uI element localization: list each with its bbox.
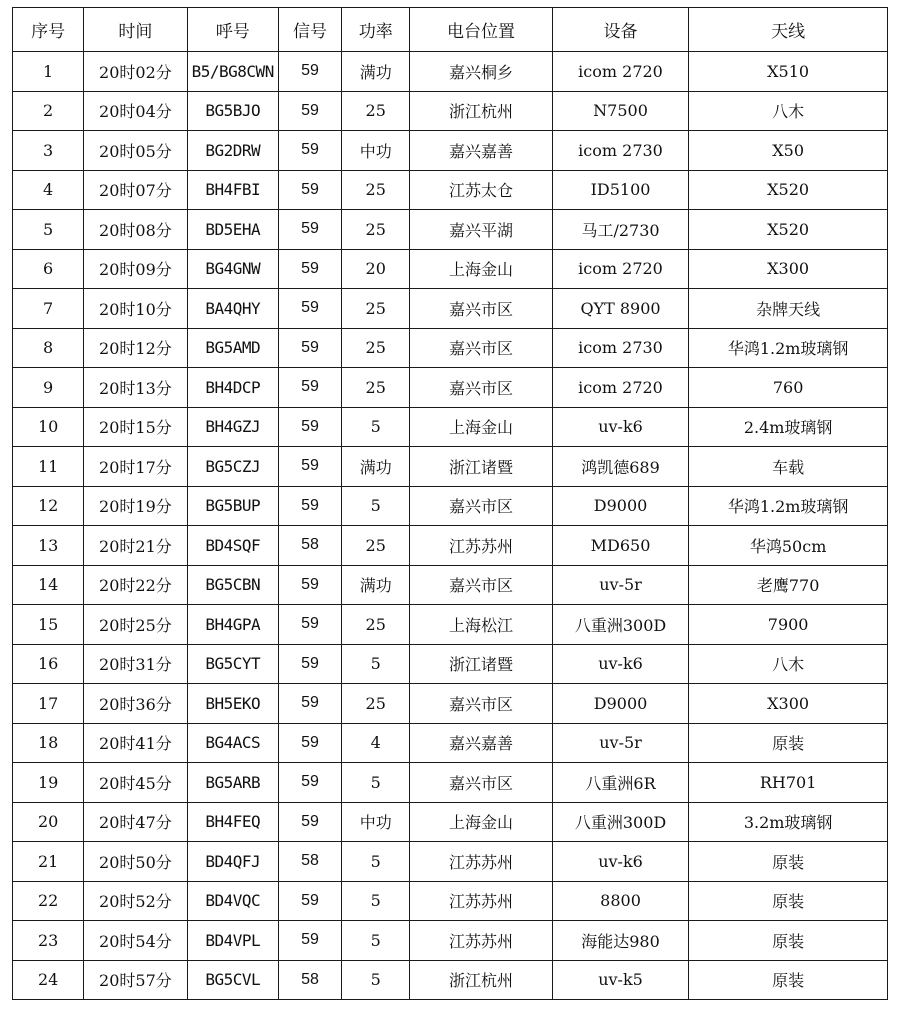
table-row bbox=[13, 881, 888, 921]
cell-no: 24 bbox=[13, 960, 84, 1000]
cell-no: 16 bbox=[13, 644, 84, 684]
cell-antenna: 2.4m玻璃钢 bbox=[689, 407, 888, 447]
table-row bbox=[13, 447, 888, 487]
cell-equipment: icom 2720 bbox=[552, 52, 688, 92]
cell-callsign: BG5CBN bbox=[187, 565, 278, 605]
cell-power: 5 bbox=[342, 842, 410, 882]
cell-equipment: uv-k6 bbox=[552, 644, 688, 684]
cell-time: 20时08分 bbox=[84, 210, 187, 250]
table-row bbox=[13, 328, 888, 368]
cell-time: 20时25分 bbox=[84, 605, 187, 645]
cell-power: 5 bbox=[342, 881, 410, 921]
cell-equipment: uv-5r bbox=[552, 723, 688, 763]
cell-location: 嘉兴市区 bbox=[410, 565, 552, 605]
cell-callsign: BH4DCP bbox=[187, 368, 278, 408]
header-power: 功率 bbox=[342, 8, 410, 52]
cell-location: 上海松江 bbox=[410, 605, 552, 645]
cell-callsign: BH4FEQ bbox=[187, 802, 278, 842]
cell-callsign: BG5AMD bbox=[187, 328, 278, 368]
cell-signal: 59 bbox=[278, 605, 341, 645]
cell-power: 25 bbox=[342, 605, 410, 645]
cell-antenna: X50 bbox=[689, 131, 888, 171]
table-row bbox=[13, 249, 888, 289]
cell-antenna: RH701 bbox=[689, 763, 888, 803]
cell-time: 20时04分 bbox=[84, 91, 187, 131]
cell-equipment: ID5100 bbox=[552, 170, 688, 210]
cell-power: 5 bbox=[342, 763, 410, 803]
cell-power: 25 bbox=[342, 526, 410, 566]
cell-time: 20时57分 bbox=[84, 960, 187, 1000]
cell-no: 1 bbox=[13, 52, 84, 92]
cell-signal: 59 bbox=[278, 131, 341, 171]
cell-antenna: 760 bbox=[689, 368, 888, 408]
cell-no: 7 bbox=[13, 289, 84, 329]
cell-antenna: 原装 bbox=[689, 960, 888, 1000]
cell-location: 嘉兴嘉善 bbox=[410, 131, 552, 171]
cell-no: 17 bbox=[13, 684, 84, 724]
cell-power: 中功 bbox=[342, 131, 410, 171]
cell-no: 4 bbox=[13, 170, 84, 210]
cell-no: 21 bbox=[13, 842, 84, 882]
cell-signal: 59 bbox=[278, 447, 341, 487]
cell-power: 5 bbox=[342, 407, 410, 447]
cell-power: 满功 bbox=[342, 447, 410, 487]
cell-callsign: BH4GPA bbox=[187, 605, 278, 645]
table-row bbox=[13, 91, 888, 131]
cell-antenna: 原装 bbox=[689, 881, 888, 921]
cell-power: 25 bbox=[342, 684, 410, 724]
cell-antenna: 华鸿1.2m玻璃钢 bbox=[689, 328, 888, 368]
cell-time: 20时09分 bbox=[84, 249, 187, 289]
cell-power: 25 bbox=[342, 328, 410, 368]
cell-power: 5 bbox=[342, 486, 410, 526]
cell-signal: 59 bbox=[278, 644, 341, 684]
cell-power: 5 bbox=[342, 644, 410, 684]
cell-location: 嘉兴市区 bbox=[410, 289, 552, 329]
cell-time: 20时47分 bbox=[84, 802, 187, 842]
cell-signal: 59 bbox=[278, 91, 341, 131]
cell-equipment: icom 2730 bbox=[552, 131, 688, 171]
cell-location: 江苏苏州 bbox=[410, 881, 552, 921]
cell-equipment: uv-k5 bbox=[552, 960, 688, 1000]
cell-time: 20时10分 bbox=[84, 289, 187, 329]
cell-equipment: D9000 bbox=[552, 486, 688, 526]
cell-antenna: 7900 bbox=[689, 605, 888, 645]
cell-equipment: uv-k6 bbox=[552, 842, 688, 882]
cell-antenna: 3.2m玻璃钢 bbox=[689, 802, 888, 842]
table-row bbox=[13, 723, 888, 763]
cell-signal: 59 bbox=[278, 723, 341, 763]
cell-power: 25 bbox=[342, 91, 410, 131]
cell-no: 23 bbox=[13, 921, 84, 961]
cell-callsign: BG2DRW bbox=[187, 131, 278, 171]
table-row bbox=[13, 605, 888, 645]
cell-no: 13 bbox=[13, 526, 84, 566]
cell-time: 20时22分 bbox=[84, 565, 187, 605]
header-callsign: 呼号 bbox=[187, 8, 278, 52]
cell-callsign: BH4FBI bbox=[187, 170, 278, 210]
cell-time: 20时52分 bbox=[84, 881, 187, 921]
cell-location: 浙江杭州 bbox=[410, 960, 552, 1000]
cell-time: 20时54分 bbox=[84, 921, 187, 961]
table-row bbox=[13, 407, 888, 447]
cell-antenna: 原装 bbox=[689, 842, 888, 882]
cell-no: 22 bbox=[13, 881, 84, 921]
cell-signal: 59 bbox=[278, 763, 341, 803]
cell-equipment: 马工/2730 bbox=[552, 210, 688, 250]
cell-no: 19 bbox=[13, 763, 84, 803]
cell-power: 25 bbox=[342, 289, 410, 329]
cell-time: 20时31分 bbox=[84, 644, 187, 684]
table-row bbox=[13, 802, 888, 842]
cell-no: 5 bbox=[13, 210, 84, 250]
cell-equipment: 八重洲300D bbox=[552, 802, 688, 842]
cell-callsign: B5/BG8CWN bbox=[187, 52, 278, 92]
cell-no: 14 bbox=[13, 565, 84, 605]
cell-equipment: uv-k6 bbox=[552, 407, 688, 447]
cell-no: 20 bbox=[13, 802, 84, 842]
header-time: 时间 bbox=[84, 8, 187, 52]
cell-location: 江苏苏州 bbox=[410, 842, 552, 882]
cell-location: 江苏太仓 bbox=[410, 170, 552, 210]
cell-power: 25 bbox=[342, 368, 410, 408]
cell-equipment: D9000 bbox=[552, 684, 688, 724]
cell-signal: 59 bbox=[278, 684, 341, 724]
cell-equipment: 8800 bbox=[552, 881, 688, 921]
cell-equipment: N7500 bbox=[552, 91, 688, 131]
table-row bbox=[13, 486, 888, 526]
cell-time: 20时12分 bbox=[84, 328, 187, 368]
cell-time: 20时36分 bbox=[84, 684, 187, 724]
cell-location: 浙江诸暨 bbox=[410, 644, 552, 684]
contact-log-table bbox=[12, 7, 888, 1000]
cell-time: 20时07分 bbox=[84, 170, 187, 210]
header-antenna: 天线 bbox=[689, 8, 888, 52]
cell-equipment: QYT 8900 bbox=[552, 289, 688, 329]
cell-power: 中功 bbox=[342, 802, 410, 842]
cell-signal: 58 bbox=[278, 526, 341, 566]
cell-callsign: BG5CVL bbox=[187, 960, 278, 1000]
table-row bbox=[13, 921, 888, 961]
cell-signal: 59 bbox=[278, 170, 341, 210]
cell-equipment: uv-5r bbox=[552, 565, 688, 605]
cell-equipment: 海能达980 bbox=[552, 921, 688, 961]
cell-no: 3 bbox=[13, 131, 84, 171]
cell-antenna: 杂牌天线 bbox=[689, 289, 888, 329]
cell-callsign: BH4GZJ bbox=[187, 407, 278, 447]
cell-no: 9 bbox=[13, 368, 84, 408]
table-row bbox=[13, 131, 888, 171]
cell-signal: 58 bbox=[278, 842, 341, 882]
cell-power: 20 bbox=[342, 249, 410, 289]
cell-time: 20时15分 bbox=[84, 407, 187, 447]
cell-power: 5 bbox=[342, 960, 410, 1000]
cell-antenna: 华鸿50cm bbox=[689, 526, 888, 566]
cell-time: 20时21分 bbox=[84, 526, 187, 566]
cell-antenna: X520 bbox=[689, 170, 888, 210]
cell-callsign: BG5CYT bbox=[187, 644, 278, 684]
cell-callsign: BG4GNW bbox=[187, 249, 278, 289]
cell-antenna: X520 bbox=[689, 210, 888, 250]
cell-signal: 59 bbox=[278, 881, 341, 921]
cell-power: 4 bbox=[342, 723, 410, 763]
cell-callsign: BD5EHA bbox=[187, 210, 278, 250]
table-row bbox=[13, 763, 888, 803]
cell-signal: 59 bbox=[278, 921, 341, 961]
cell-no: 15 bbox=[13, 605, 84, 645]
cell-power: 25 bbox=[342, 170, 410, 210]
header-row bbox=[13, 8, 888, 52]
cell-callsign: BD4VPL bbox=[187, 921, 278, 961]
table-row bbox=[13, 644, 888, 684]
log-body bbox=[13, 52, 888, 1000]
cell-callsign: BG4ACS bbox=[187, 723, 278, 763]
cell-location: 嘉兴市区 bbox=[410, 328, 552, 368]
cell-time: 20时02分 bbox=[84, 52, 187, 92]
cell-antenna: X300 bbox=[689, 249, 888, 289]
table-row bbox=[13, 368, 888, 408]
cell-no: 10 bbox=[13, 407, 84, 447]
cell-callsign: BD4VQC bbox=[187, 881, 278, 921]
cell-signal: 58 bbox=[278, 960, 341, 1000]
cell-signal: 59 bbox=[278, 565, 341, 605]
table-row bbox=[13, 170, 888, 210]
cell-antenna: 车载 bbox=[689, 447, 888, 487]
table-row bbox=[13, 289, 888, 329]
cell-equipment: 八重洲300D bbox=[552, 605, 688, 645]
cell-callsign: BD4SQF bbox=[187, 526, 278, 566]
cell-signal: 59 bbox=[278, 52, 341, 92]
cell-antenna: 华鸿1.2m玻璃钢 bbox=[689, 486, 888, 526]
cell-location: 嘉兴市区 bbox=[410, 368, 552, 408]
table-row bbox=[13, 842, 888, 882]
cell-power: 25 bbox=[342, 210, 410, 250]
cell-no: 12 bbox=[13, 486, 84, 526]
cell-antenna: 八木 bbox=[689, 91, 888, 131]
cell-time: 20时05分 bbox=[84, 131, 187, 171]
header-location: 电台位置 bbox=[410, 8, 552, 52]
cell-power: 满功 bbox=[342, 52, 410, 92]
cell-callsign: BA4QHY bbox=[187, 289, 278, 329]
cell-signal: 59 bbox=[278, 368, 341, 408]
cell-power: 5 bbox=[342, 921, 410, 961]
cell-no: 8 bbox=[13, 328, 84, 368]
header-equipment: 设备 bbox=[552, 8, 688, 52]
cell-signal: 59 bbox=[278, 210, 341, 250]
cell-equipment: 八重洲6R bbox=[552, 763, 688, 803]
header-no: 序号 bbox=[13, 8, 84, 52]
cell-antenna: X300 bbox=[689, 684, 888, 724]
cell-signal: 59 bbox=[278, 249, 341, 289]
cell-location: 浙江杭州 bbox=[410, 91, 552, 131]
cell-location: 嘉兴市区 bbox=[410, 684, 552, 724]
cell-location: 上海金山 bbox=[410, 407, 552, 447]
table-row bbox=[13, 960, 888, 1000]
cell-signal: 59 bbox=[278, 802, 341, 842]
cell-no: 2 bbox=[13, 91, 84, 131]
cell-time: 20时17分 bbox=[84, 447, 187, 487]
cell-time: 20时50分 bbox=[84, 842, 187, 882]
table-row bbox=[13, 52, 888, 92]
cell-callsign: BG5BJO bbox=[187, 91, 278, 131]
cell-antenna: 老鹰770 bbox=[689, 565, 888, 605]
cell-time: 20时19分 bbox=[84, 486, 187, 526]
cell-equipment: icom 2730 bbox=[552, 328, 688, 368]
header-signal: 信号 bbox=[278, 8, 341, 52]
cell-no: 6 bbox=[13, 249, 84, 289]
table-row bbox=[13, 684, 888, 724]
cell-location: 嘉兴嘉善 bbox=[410, 723, 552, 763]
cell-power: 满功 bbox=[342, 565, 410, 605]
cell-time: 20时13分 bbox=[84, 368, 187, 408]
cell-location: 江苏苏州 bbox=[410, 526, 552, 566]
cell-callsign: BG5BUP bbox=[187, 486, 278, 526]
cell-signal: 59 bbox=[278, 486, 341, 526]
cell-callsign: BD4QFJ bbox=[187, 842, 278, 882]
cell-location: 嘉兴市区 bbox=[410, 486, 552, 526]
cell-antenna: 原装 bbox=[689, 921, 888, 961]
cell-location: 江苏苏州 bbox=[410, 921, 552, 961]
cell-location: 上海金山 bbox=[410, 802, 552, 842]
cell-location: 嘉兴市区 bbox=[410, 763, 552, 803]
cell-signal: 59 bbox=[278, 289, 341, 329]
cell-signal: 59 bbox=[278, 407, 341, 447]
cell-callsign: BH5EKO bbox=[187, 684, 278, 724]
cell-equipment: MD650 bbox=[552, 526, 688, 566]
cell-antenna: X510 bbox=[689, 52, 888, 92]
cell-equipment: icom 2720 bbox=[552, 249, 688, 289]
cell-antenna: 八木 bbox=[689, 644, 888, 684]
cell-no: 18 bbox=[13, 723, 84, 763]
cell-callsign: BG5CZJ bbox=[187, 447, 278, 487]
table-row bbox=[13, 565, 888, 605]
cell-no: 11 bbox=[13, 447, 84, 487]
cell-equipment: 鸿凯德689 bbox=[552, 447, 688, 487]
cell-time: 20时45分 bbox=[84, 763, 187, 803]
cell-equipment: icom 2720 bbox=[552, 368, 688, 408]
cell-location: 上海金山 bbox=[410, 249, 552, 289]
cell-time: 20时41分 bbox=[84, 723, 187, 763]
table-row bbox=[13, 210, 888, 250]
cell-location: 嘉兴平湖 bbox=[410, 210, 552, 250]
cell-antenna: 原装 bbox=[689, 723, 888, 763]
cell-callsign: BG5ARB bbox=[187, 763, 278, 803]
table-row bbox=[13, 526, 888, 566]
cell-signal: 59 bbox=[278, 328, 341, 368]
cell-location: 嘉兴桐乡 bbox=[410, 52, 552, 92]
cell-location: 浙江诸暨 bbox=[410, 447, 552, 487]
